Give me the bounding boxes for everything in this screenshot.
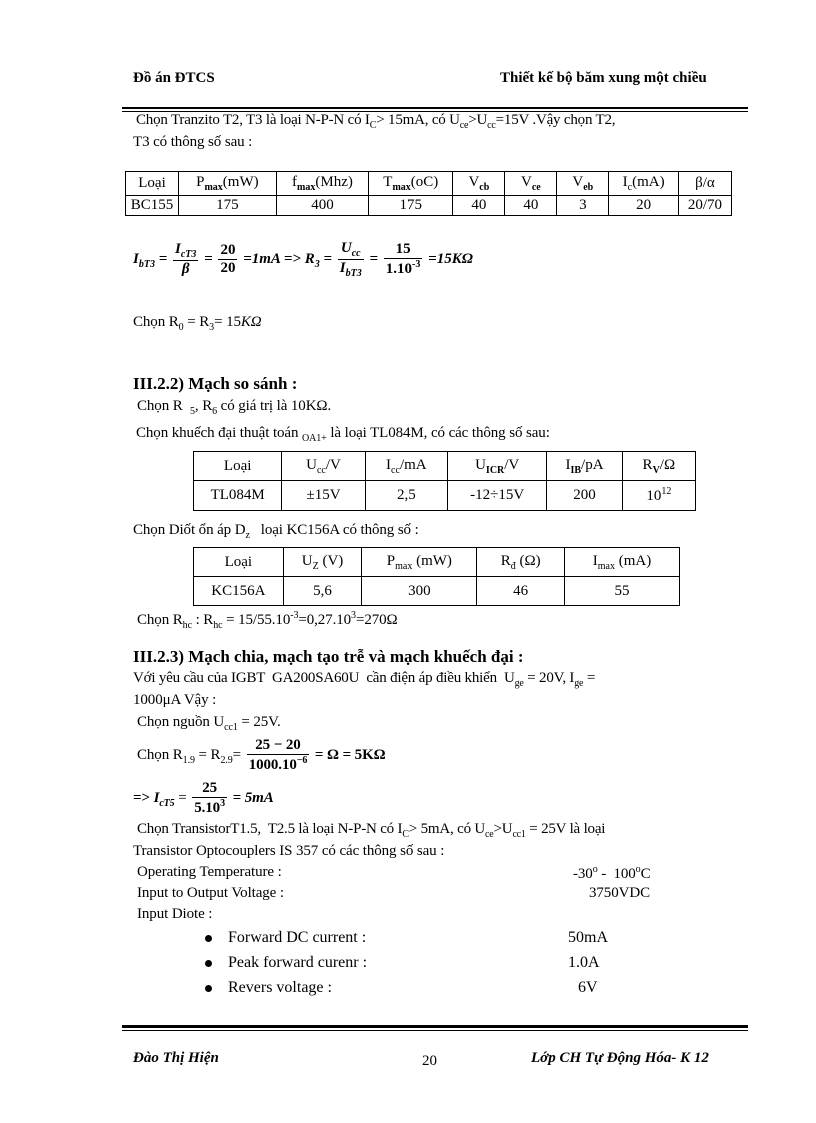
table-header-cell: Loại xyxy=(194,452,282,481)
footer-author: Đào Thị Hiện xyxy=(133,1050,219,1066)
bullet-icon xyxy=(205,960,212,967)
list-item: Forward DC current : xyxy=(205,929,366,947)
table-header-cell: β/α xyxy=(678,172,731,196)
equation-ict5: => $I_{cT5}$ = $\frac{25}{5.10^3}$ = 5mA xyxy=(133,780,274,816)
intro-line-2: T3 có thông số sau : xyxy=(133,134,253,150)
list-item-value: 6V xyxy=(578,979,598,996)
table-cell: -12÷15V xyxy=(447,481,546,511)
header-left: Đồ án ĐTCS xyxy=(133,70,215,86)
table-header-cell: $f_{max}(Mhz)$ xyxy=(276,172,369,196)
header-rule-thick xyxy=(122,107,748,109)
table-header-cell: Loại xyxy=(126,172,179,196)
table-header-cell: $I_{cc}/mA$ xyxy=(365,452,447,481)
table-header-cell: $I_c(mA)$ xyxy=(609,172,679,196)
table-cell: 5,6 xyxy=(283,577,362,606)
list-item-value: 1.0A xyxy=(568,954,600,971)
table-header-cell: $U_Z$ (V) xyxy=(283,548,362,577)
section-title-2-2: III.2.2) Mạch so sánh : xyxy=(133,374,298,393)
table-header-cell: $I_{max}$ (mA) xyxy=(565,548,680,577)
table-header-cell: $V_{eb}$ xyxy=(557,172,609,196)
table-cell: 40 xyxy=(505,196,557,216)
igbt-line-3: Chọn nguồn $U_{cc1} = 25V$. xyxy=(137,714,281,733)
table-header-cell: $V_{cb}$ xyxy=(453,172,505,196)
choose-r0-line: Chọn $R_0 = R_3= 15K\Omega$ xyxy=(133,314,262,333)
list-item-value: 50mA xyxy=(568,929,608,946)
table-cell: 3 xyxy=(557,196,609,216)
comp-line-2: Chọn khuếch đại thuật toán $_{OA1+}$ là loại TL084M, có các thông số sau: xyxy=(136,425,550,444)
table-cell: $10^{12}$ xyxy=(622,481,695,511)
diode-line: Chọn Diốt ổn áp $D_z$ loại KC156A có thông số : xyxy=(133,522,419,541)
table-header-row xyxy=(194,548,680,577)
spec-label: Operating Temperature : xyxy=(137,864,282,880)
table-cell: 40 xyxy=(453,196,505,216)
table-header-row xyxy=(126,172,732,196)
opamp-spec-table xyxy=(193,451,696,511)
table-header-cell: $R_V/\Omega$ xyxy=(622,452,695,481)
table-header-cell: $P_{max}$ (mW) xyxy=(362,548,477,577)
table-header-cell: Loại xyxy=(194,548,284,577)
rhc-line: Chọn $R_{hc}$ : $R_{hc} = 15/55.10^{-3}=0,27.10^3=270\Omega$ xyxy=(137,610,398,631)
equation-ibt3: $I_{bT3}$ = $\frac{I_{cT3}}{\beta}$ = $\frac{20}{20}$ $=1mA => R_3$ = $\frac{U_{cc}}{I_{bT3}}$ = $\frac{15}{1.10^{-3}}$ =15KΩ xyxy=(133,240,473,279)
table-header-row xyxy=(194,452,696,481)
spec-value: 3750VDC xyxy=(589,885,650,901)
list-item: Revers voltage : xyxy=(205,979,332,997)
table-cell: 20/70 xyxy=(678,196,731,216)
spec-value: -30$^o$ - 100$^o$C xyxy=(573,864,651,882)
footer-rule-thin xyxy=(122,1030,748,1031)
page-number: 20 xyxy=(422,1053,437,1069)
table-header-cell: $R_đ$ (Ω) xyxy=(477,548,565,577)
table-header-cell: $U_{cc}/V$ xyxy=(282,452,365,481)
table-cell: BC155 xyxy=(126,196,179,216)
table-cell: 200 xyxy=(547,481,622,511)
footer-rule-thick xyxy=(122,1025,748,1028)
diode-spec-table xyxy=(193,547,680,606)
table-cell: TL084M xyxy=(194,481,282,511)
table-header-cell: $P_{max}(mW)$ xyxy=(179,172,277,196)
table-cell: 46 xyxy=(477,577,565,606)
table-cell: KC156A xyxy=(194,577,284,606)
table-row xyxy=(194,577,680,606)
trans-line-1: Chọn TransistorT1.5, T2.5 là loại N-P-N có $I_C> 5mA$, có $U_{ce}>U_{cc1} = 25V$ là loại xyxy=(137,821,606,840)
footer-class: Lớp CH Tự Động Hóa- K 12 xyxy=(531,1050,709,1066)
table-cell: 20 xyxy=(609,196,679,216)
table-header-cell: $T_{max}(oC)$ xyxy=(369,172,453,196)
bullet-icon xyxy=(205,985,212,992)
spec-label: Input Diote : xyxy=(137,906,213,922)
table-cell: 300 xyxy=(362,577,477,606)
table-header-cell: $I_{IB}/pA$ xyxy=(547,452,622,481)
spec-label: Input to Output Voltage : xyxy=(137,885,284,901)
trans-line-2: Transistor Optocouplers IS 357 có các thông số sau : xyxy=(133,843,445,859)
table-cell: 400 xyxy=(276,196,369,216)
table-header-cell: $U_{ICR}/V$ xyxy=(447,452,546,481)
table-row xyxy=(126,196,732,216)
intro-line-1: Chọn Tranzito T2, T3 là loại N-P-N có $I_C> 15mA$, có $U_{ce}>U_{cc}=15V$ .Vậy chọn T2, xyxy=(136,112,616,131)
table-cell: 175 xyxy=(369,196,453,216)
table-header-cell: $V_{ce}$ xyxy=(505,172,557,196)
bullet-icon xyxy=(205,935,212,942)
igbt-line-1: Với yêu cầu của IGBT GA200SA60U cần điện áp điều khiển $U_{ge} = 20V$, $I_{ge}$ = xyxy=(133,670,596,689)
table-cell: ±15V xyxy=(282,481,365,511)
igbt-line-2: 1000μA Vậy : xyxy=(133,692,217,708)
table-cell: 55 xyxy=(565,577,680,606)
list-item: Peak forward curenr : xyxy=(205,954,367,972)
header-right: Thiết kế bộ băm xung một chiều xyxy=(500,70,707,86)
table-cell: 175 xyxy=(179,196,277,216)
transistor-spec-table xyxy=(125,171,732,216)
table-cell: 2,5 xyxy=(365,481,447,511)
section-title-2-3: III.2.3) Mạch chia, mạch tạo trễ và mạch khuếch đại : xyxy=(133,647,524,666)
comp-line-1: Chọn R $_5$, $R_6$ có giá trị là 10KΩ. xyxy=(137,398,332,417)
table-row xyxy=(194,481,696,511)
equation-r19: Chọn $R_{1.9} = R_{2.9}=$ $\frac{25 - 20}{1000.10^{-6}}$ = Ω = 5KΩ xyxy=(137,737,386,773)
